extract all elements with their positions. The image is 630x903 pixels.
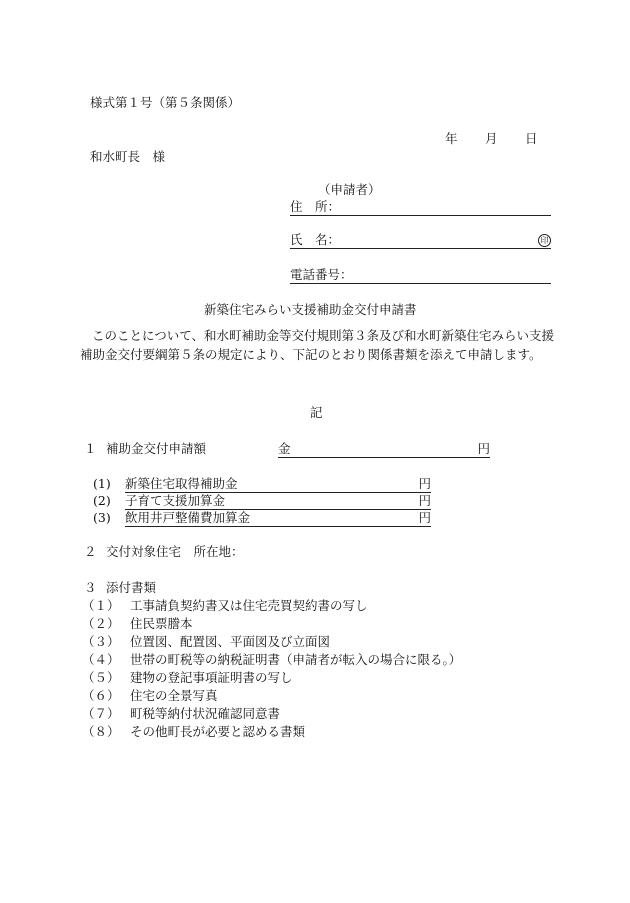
item-label: 子育て支援加算金 bbox=[125, 493, 226, 508]
address-field[interactable] bbox=[290, 199, 551, 216]
name-field[interactable] bbox=[290, 232, 551, 249]
amount-prefix: 金 bbox=[278, 441, 291, 456]
ki-mark: 記 bbox=[310, 405, 323, 420]
date-month: 月 bbox=[485, 131, 498, 146]
attachment-item: （２） 住民票謄本 bbox=[82, 616, 193, 631]
section-1-number: １ bbox=[84, 441, 97, 456]
form-label: 様式第１号（第５条関係） bbox=[90, 95, 241, 110]
item-unit: 円 bbox=[418, 493, 431, 508]
section-3-label: 添付書類 bbox=[106, 580, 157, 595]
item-unit: 円 bbox=[418, 510, 431, 525]
attachment-item: （４） 世帯の町税等の納税証明書（申請者が転入の場合に限る。） bbox=[82, 652, 462, 667]
phone-field[interactable] bbox=[290, 267, 551, 284]
section-2-label: 交付対象住宅 所在地： bbox=[106, 544, 244, 559]
attachment-item: （５） 建物の登記事項証明書の写し bbox=[82, 670, 293, 685]
attachment-item: （８） その他町長が必要と認める書類 bbox=[82, 724, 306, 739]
item-row-well-addition[interactable] bbox=[125, 510, 431, 527]
section-2-number: ２ bbox=[84, 544, 97, 559]
item-label: 飲用井戸整備費加算金 bbox=[125, 510, 251, 525]
item-number: (3) bbox=[93, 510, 111, 525]
total-amount-field[interactable] bbox=[278, 441, 490, 458]
section-3-number: ３ bbox=[84, 580, 97, 595]
item-unit: 円 bbox=[418, 476, 431, 491]
item-label: 新築住宅取得補助金 bbox=[125, 476, 238, 491]
applicant-heading: （申請者） bbox=[318, 182, 381, 197]
document-title: 新築住宅みらい支援補助金交付申請書 bbox=[204, 302, 417, 317]
item-row-housing-subsidy[interactable] bbox=[125, 476, 431, 493]
attachment-item: （１） 工事請負契約書又は住宅売買契約書の写し bbox=[82, 598, 368, 613]
address-label: 住 所： bbox=[290, 199, 341, 214]
attachment-item: （３） 位置図、配置図、平面図及び立面図 bbox=[82, 634, 331, 649]
phone-label: 電話番号： bbox=[290, 267, 353, 282]
amount-suffix: 円 bbox=[477, 441, 490, 456]
attachment-item: （６） 住宅の全景写真 bbox=[82, 688, 218, 703]
addressee: 和水町長 様 bbox=[90, 149, 166, 164]
attachment-item: （７） 町税等納付状況確認同意書 bbox=[82, 706, 281, 721]
date-year: 年 bbox=[445, 131, 458, 146]
seal-mark: 印 bbox=[538, 234, 551, 247]
body-paragraph: このことについて、和水町補助金等交付規則第３条及び和水町新築住宅みらい支援補助金交付要綱第５条の規定により、下記のとおり関係書類を添えて申請します。 bbox=[80, 328, 555, 362]
name-label: 氏 名： bbox=[290, 232, 341, 247]
section-1-label: 補助金交付申請額 bbox=[106, 441, 207, 456]
item-number: (1) bbox=[93, 476, 111, 491]
item-row-childcare-addition[interactable] bbox=[125, 493, 431, 510]
date-day: 日 bbox=[525, 131, 538, 146]
item-number: (2) bbox=[93, 493, 111, 508]
